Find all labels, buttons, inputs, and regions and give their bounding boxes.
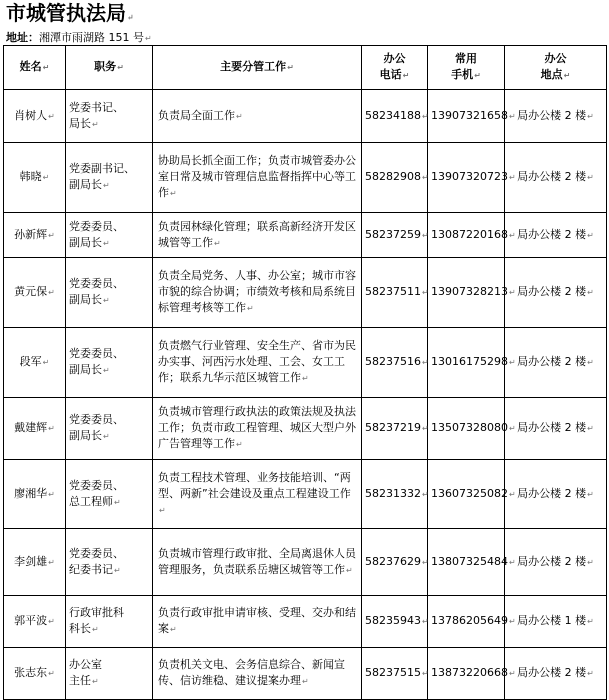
cell-office-location: 局办公楼 2 楼↵ [505, 648, 607, 700]
cell-mobile: 13507328080↵ [428, 398, 505, 460]
cell-duties: 协助局长抓全面工作；负责市城管委办公室日常及城市管理信息监督指挥中心等工作↵ [153, 143, 362, 213]
table-header-row [4, 46, 607, 90]
cell-office-phone: 58237219↵ [362, 398, 428, 460]
cell-office-phone: 58237515↵ [362, 648, 428, 700]
cell-office-location: 局办公楼 2 楼↵ [505, 258, 607, 328]
cell-position: 办公室 主任↵ [66, 648, 153, 700]
paragraph-mark-icon: ↵ [145, 34, 152, 43]
page-title [6, 0, 134, 26]
cell-duties: 负责城市管理行政执法的政策法规及执法工作；负责市政工程管理、城区大型户外广告管理等工作↵ [153, 398, 362, 460]
header-name: 姓名↵ [4, 46, 66, 90]
cell-position: 党委委员、 副局长↵ [66, 328, 153, 398]
cell-office-phone: 58234188↵ [362, 90, 428, 143]
address-line [6, 30, 152, 46]
table-row [4, 460, 607, 529]
cell-mobile: 13907320723↵ [428, 143, 505, 213]
cell-duties: 负责燃气行业管理、安全生产、省市为民办实事、河西污水处理、工会、女工工作；联系九华示范区城管工作↵ [153, 328, 362, 398]
table-row [4, 398, 607, 460]
cell-position: 党委委员、 副局长↵ [66, 213, 153, 258]
cell-office-phone: 58237259↵ [362, 213, 428, 258]
cell-office-location: 局办公楼 2 楼↵ [505, 460, 607, 529]
cell-mobile: 13873220668↵ [428, 648, 505, 700]
cell-position: 党委委员、 纪委书记↵ [66, 529, 153, 596]
cell-office-phone: 58237629↵ [362, 529, 428, 596]
cell-duties: 负责行政审批申请审核、受理、交办和结案↵ [153, 596, 362, 648]
cell-name: 肖树人↵ [4, 90, 66, 143]
title-text: 市城管执法局 [6, 1, 126, 25]
cell-duties: 负责局全面工作↵ [153, 90, 362, 143]
cell-position: 党委书记、 局长↵ [66, 90, 153, 143]
leadership-table [3, 45, 607, 700]
cell-position: 党委委员、 副局长↵ [66, 258, 153, 328]
cell-mobile: 13087220168↵ [428, 213, 505, 258]
cell-name: 张志东↵ [4, 648, 66, 700]
header-duties: 主要分管工作↵ [153, 46, 362, 90]
cell-duties: 负责机关文电、会务信息综合、新闻宣传、信访维稳、建议提案办理↵ [153, 648, 362, 700]
cell-office-location: 局办公楼 2 楼↵ [505, 328, 607, 398]
cell-office-phone: 58237511↵ [362, 258, 428, 328]
cell-office-location: 局办公楼 2 楼↵ [505, 213, 607, 258]
header-office-location: 办公 地点↵ [505, 46, 607, 90]
cell-mobile: 13807325484↵ [428, 529, 505, 596]
header-office-phone: 办公 电话↵ [362, 46, 428, 90]
paragraph-mark-icon: ↵ [127, 12, 134, 22]
cell-office-location: 局办公楼 2 楼↵ [505, 143, 607, 213]
cell-mobile: 13786205649↵ [428, 596, 505, 648]
cell-position: 行政审批科 科长↵ [66, 596, 153, 648]
cell-duties: 负责城市管理行政审批、全局离退休人员管理服务，负责联系岳塘区城管等工作↵ [153, 529, 362, 596]
cell-duties: 负责全局党务、人事、办公室；城市市容市貌的综合协调；市绩效考核和局系统目标管理考核等工作↵ [153, 258, 362, 328]
cell-mobile: 13016175298↵ [428, 328, 505, 398]
header-mobile: 常用 手机↵ [428, 46, 505, 90]
cell-name: 孙新辉↵ [4, 213, 66, 258]
cell-office-phone: 58282908↵ [362, 143, 428, 213]
table-row [4, 328, 607, 398]
cell-position: 党委委员、 副局长↵ [66, 398, 153, 460]
cell-mobile: 13907328213↵ [428, 258, 505, 328]
table-row [4, 258, 607, 328]
table-row [4, 648, 607, 700]
cell-position: 党委副书记、 副局长↵ [66, 143, 153, 213]
table-row [4, 90, 607, 143]
cell-office-phone: 58235943↵ [362, 596, 428, 648]
table-row [4, 529, 607, 596]
cell-position: 党委委员、 总工程师↵ [66, 460, 153, 529]
address-value: 湘潭市雨湖路 151 号 [39, 31, 144, 44]
cell-duties: 负责工程技术管理、业务技能培训、“两型、两新”社会建设及重点工程建设工作↵ [153, 460, 362, 529]
table-row [4, 143, 607, 213]
cell-mobile: 13607325082↵ [428, 460, 505, 529]
cell-office-phone: 58237516↵ [362, 328, 428, 398]
cell-mobile: 13907321658↵ [428, 90, 505, 143]
cell-name: 李剑雄↵ [4, 529, 66, 596]
cell-office-phone: 58231332↵ [362, 460, 428, 529]
cell-name: 段军↵ [4, 328, 66, 398]
cell-duties: 负责园林绿化管理；联系高新经济开发区城管等工作↵ [153, 213, 362, 258]
cell-office-location: 局办公楼 2 楼↵ [505, 398, 607, 460]
cell-name: 戴建辉↵ [4, 398, 66, 460]
table-row [4, 596, 607, 648]
address-label: 地址： [6, 31, 39, 44]
cell-office-location: 局办公楼 2 楼↵ [505, 529, 607, 596]
cell-name: 廖湘华↵ [4, 460, 66, 529]
cell-office-location: 局办公楼 1 楼↵ [505, 596, 607, 648]
table-row [4, 213, 607, 258]
cell-name: 郭平波↵ [4, 596, 66, 648]
cell-name: 韩晓↵ [4, 143, 66, 213]
header-position: 职务↵ [66, 46, 153, 90]
cell-office-location: 局办公楼 2 楼↵ [505, 90, 607, 143]
cell-name: 黄元保↵ [4, 258, 66, 328]
